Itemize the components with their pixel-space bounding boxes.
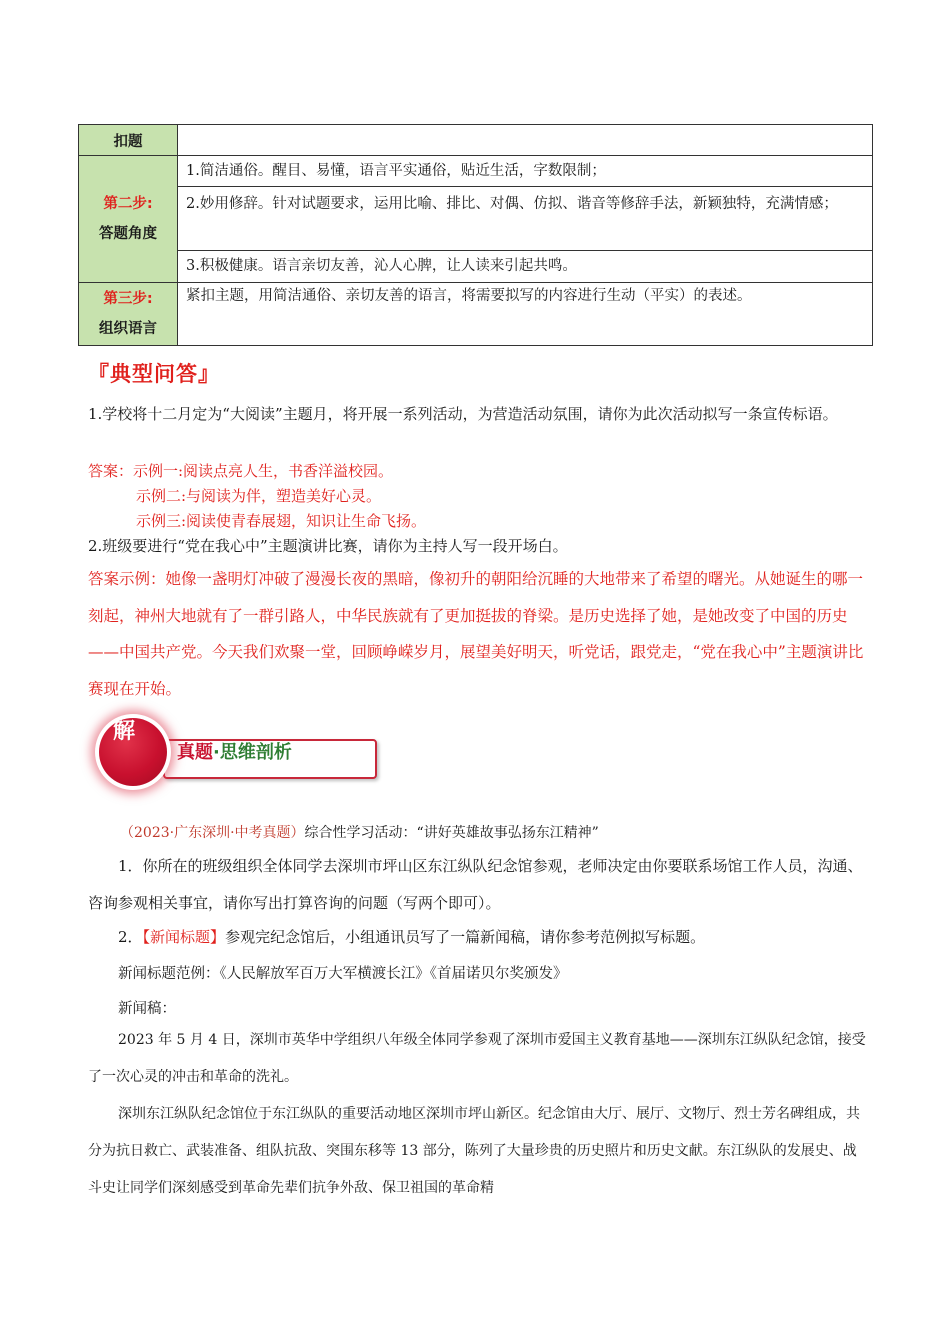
exam-source: （2023·广东深圳·中考真题）综合性学习活动：“讲好英雄故事弘扬东江精神” (120, 825, 599, 841)
exam-question-2: 2．【新闻标题】参观完纪念馆后，小组通讯员写了一篇新闻稿，请你参考范例拟写标题。 (118, 928, 706, 946)
banner-circle-char: 解 (113, 719, 136, 744)
news-paragraph-1: 2023 年 5 月 4 日，深圳市英华中学组织八年级全体同学参观了深圳市爱国主义教育基地——深圳东江纵队纪念馆，接受了一次心灵的冲击和革命的洗礼。 (88, 1032, 866, 1085)
question-2: 2.班级要进行“党在我心中”主题演讲比赛，请你为主持人写一段开场白。 (88, 537, 568, 555)
exam-question-1: 1．你所在的班级组织全体同学去深圳市坪山区东江纵队纪念馆参观，老师决定由你要联系场馆工作人员，沟通、咨询参观相关事宜，请你写出打算咨询的问题（写两个即可）。 (88, 857, 863, 912)
table-cell-empty (178, 125, 873, 156)
section-banner (93, 712, 383, 820)
step2-label: 第二步: 答题角度 (79, 156, 178, 283)
step3-label: 第三步: 组织语言 (79, 283, 178, 346)
step2-item: 2.妙用修辞。针对试题要求，运用比喻、排比、对偶、仿拟、谐音等修辞手法，新颖独特，充满情感； (178, 187, 873, 251)
answer-1-example-1: 答案：示例一:阅读点亮人生，书香洋溢校园。 (88, 462, 394, 480)
answer-1-example-2: 示例二:与阅读为伴，塑造美好心灵。 (136, 487, 382, 505)
step2-item: 1.简洁通俗。醒目、易懂，语言平实通俗，贴近生活，字数限制； (178, 156, 873, 187)
banner-title: 真题·思维剖析 (177, 742, 292, 763)
answer-2: 答案示例：她像一盏明灯冲破了漫漫长夜的黑暗，像初升的朝阳给沉睡的大地带来了希望的曙光。从她诞生的哪一刻起，神州大地就有了一群引路人，中华民族就有了更加挺拔的脊梁。是历史选择了她，是她改变了中国的历史——中国共产党。今天我们欢聚一堂，回顾峥嵘岁月，展望美好明天，听党话，跟党走，“党在我心中”主题演讲比赛现在开始。 (88, 570, 864, 698)
question-1: 1.学校将十二月定为“大阅读”主题月，将开展一系列活动，为营造活动氛围，请你为此次活动拟写一条宣传标语。 (88, 405, 838, 423)
news-title-example: 新闻标题范例：《人民解放军百万大军横渡长江》《首届诺贝尔奖颁发》 (118, 966, 568, 982)
steps-table (78, 124, 873, 346)
step3-text: 紧扣主题，用简洁通俗、亲切友善的语言，将需要拟写的内容进行生动（平实）的表述。 (178, 283, 873, 346)
step2-item: 3.积极健康。语言亲切友善，沁人心脾，让人读来引起共鸣。 (178, 251, 873, 283)
table-row-label: 扣题 (79, 125, 178, 156)
answer-1-example-3: 示例三:阅读使青春展翅，知识让生命飞扬。 (136, 512, 427, 530)
section-heading: 『典型问答』 (88, 361, 220, 386)
news-label: 新闻稿： (118, 1001, 176, 1017)
news-paragraph-2: 深圳东江纵队纪念馆位于东江纵队的重要活动地区深圳市坪山新区。纪念馆由大厅、展厅、文物厅、烈士芳名碑组成，共分为抗日救亡、武装准备、组队抗敌、突围东移等 13 部分，陈列了大量珍贵的历史照片和历史文献。东江纵队的发展史、战斗史让同学们深刻感受到革命先辈们抗争外敌、保卫祖国的革命精 (88, 1106, 860, 1196)
